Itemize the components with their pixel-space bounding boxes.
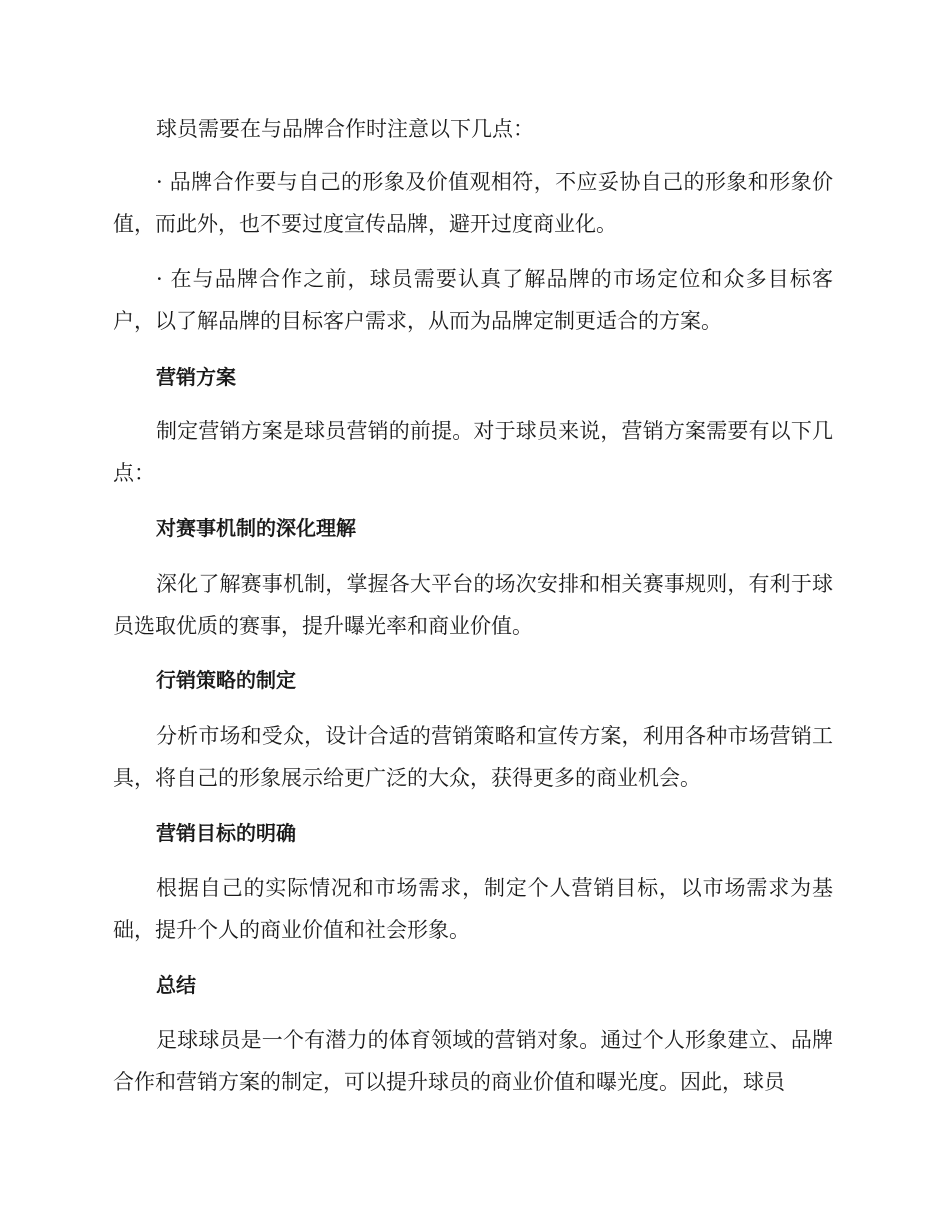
bullet-brand-research: · 在与品牌合作之前，球员需要认真了解品牌的市场定位和众多目标客户，以了解品牌的目标客户需求，从而为品牌定制更适合的方案。 bbox=[113, 267, 833, 333]
competition-paragraph: 深化了解赛事机制，掌握各大平台的场次安排和相关赛事规则，有利于球员选取优质的赛事，提升曝光率和商业价值。 bbox=[113, 572, 833, 638]
bullet-brand-fit: · 品牌合作要与自己的形象及价值观相符，不应妥协自己的形象和形象价值，而此外，也不要过度宣传品牌，避开过度商业化。 bbox=[113, 170, 833, 236]
summary-paragraph: 足球球员是一个有潜力的体育领域的营销对象。通过个人形象建立、品牌合作和营销方案的制定，可以提升球员的商业价值和曝光度。因此，球员 bbox=[113, 1028, 833, 1094]
heading-competition-mechanism: 对赛事机制的深化理解 bbox=[156, 516, 356, 540]
heading-goals: 营销目标的明确 bbox=[156, 821, 296, 845]
goals-paragraph: 根据自己的实际情况和市场需求，制定个人营销目标，以市场需求为基础，提升个人的商业价值和社会形象。 bbox=[113, 876, 833, 942]
marketing-plan-paragraph: 制定营销方案是球员营销的前提。对于球员来说，营销方案需要有以下几点： bbox=[113, 419, 833, 485]
intro-paragraph: 球员需要在与品牌合作时注意以下几点： bbox=[156, 117, 534, 141]
heading-marketing-plan: 营销方案 bbox=[156, 365, 236, 389]
heading-strategy: 行销策略的制定 bbox=[156, 668, 296, 692]
heading-summary: 总结 bbox=[156, 973, 196, 997]
strategy-paragraph: 分析市场和受众，设计合适的营销策略和宣传方案，利用各种市场营销工具，将自己的形象展示给更广泛的大众，获得更多的商业机会。 bbox=[113, 724, 833, 790]
